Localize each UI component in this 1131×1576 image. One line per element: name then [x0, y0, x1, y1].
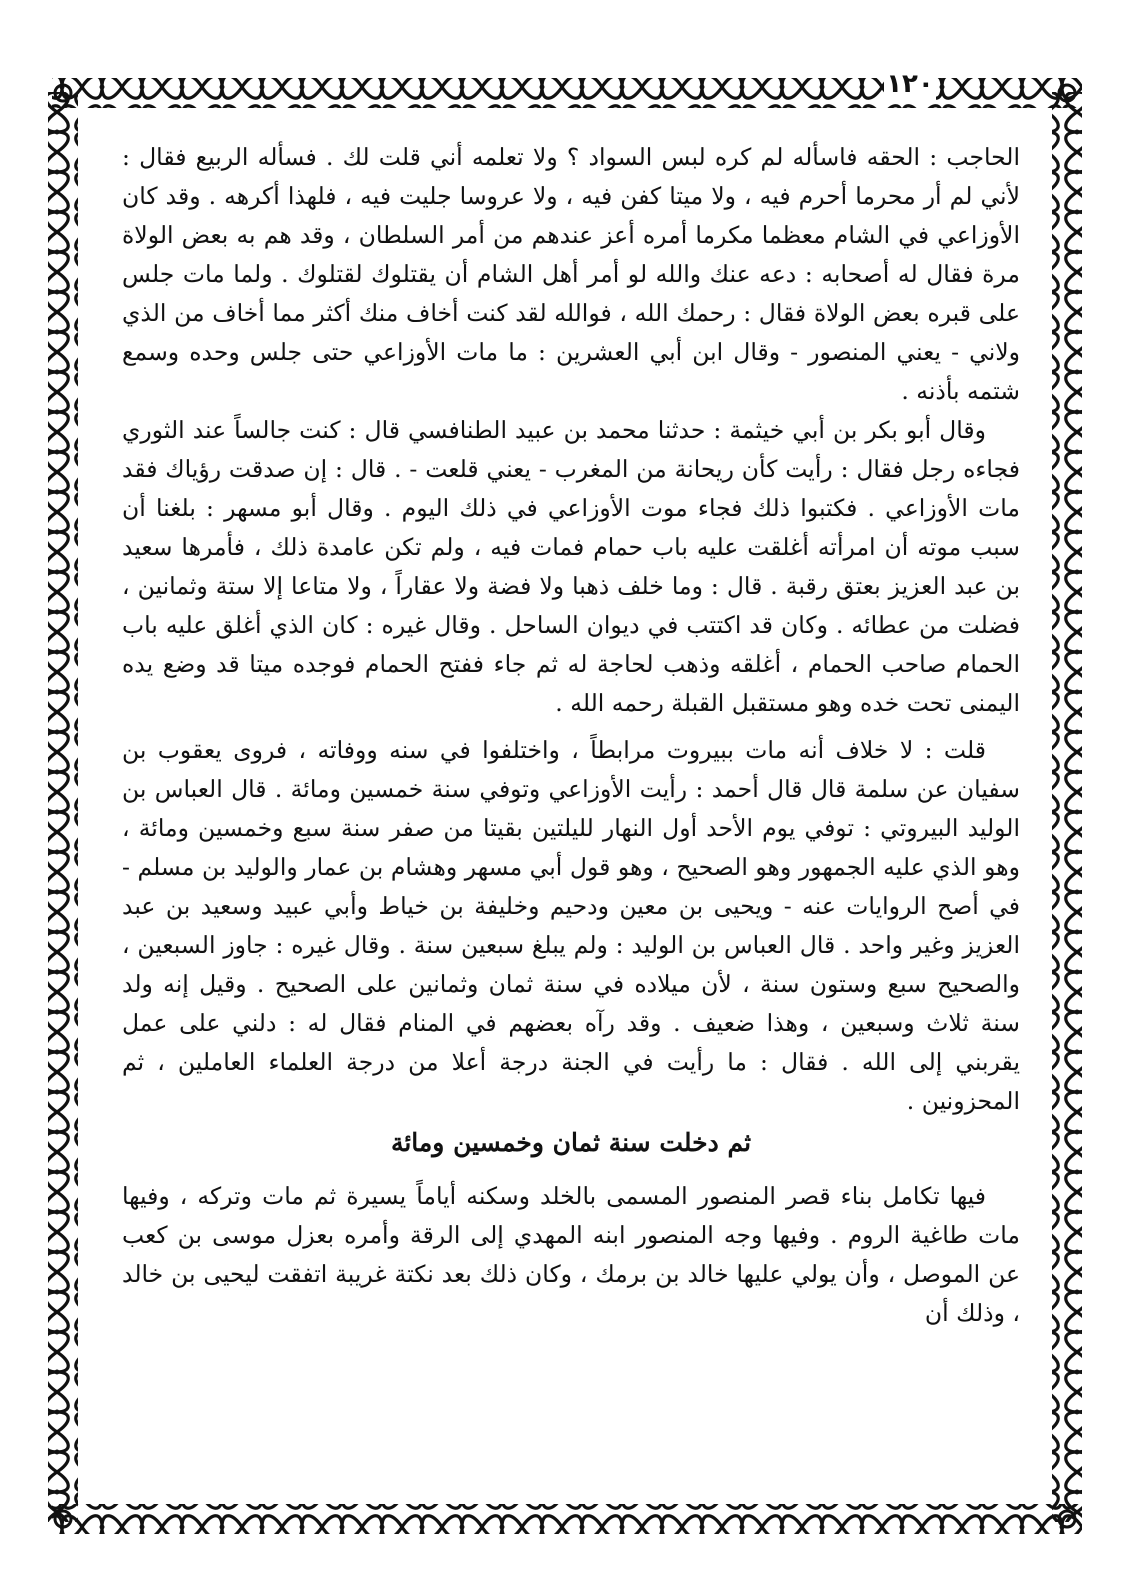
paragraph-4: فيها تكامل بناء قصر المنصور المسمى بالخلد وسكنه أياماً يسيرة ثم مات وتركه ، وفيها مات طاغية الروم . وفيها وجه المنصور ابنه المهدي إلى الرقة وأمره بعزل موسى بن كعب عن الموصل ، وأن يولي عليها خالد بن برمك ، وكان ذلك بعد نكتة غريبة اتفقت ليحيى بن خالد ، وذلك أن [122, 1182, 1020, 1327]
paragraph-1: الحاجب : الحقه فاسأله لم كره لبس السواد ؟ ولا تعلمه أني قلت لك . فسأله الربيع فقال : لأني لم أر محرما أحرم فيه ، ولا ميتا كفن فيه ، ولا عروسا جليت فيه ، فلهذا أكرهه . وقد كان الأوزاعي في الشام معظما مكرما أمره أعز عندهم من أمر السلطان ، وقد هم به بعض الولاة مرة فقال له أصحابه : دعه عنك والله لو أمر أهل الشام أن يقتلوك لقتلوك . ولما مات جلس على قبره بعض الولاة فقال : رحمك الله ، فوالله لقد كنت أخاف منك أكثر مما أخاف من الذي ولاني - يعني المنصور - وقال ابن أبي العشرين : ما مات الأوزاعي حتى جلس وحده وسمع شتمه بأذنه . [122, 143, 1020, 405]
page-body [122, 138, 1020, 1333]
paragraph-3: قلت : لا خلاف أنه مات ببيروت مرابطاً ، واختلفوا في سنه ووفاته ، فروى يعقوب بن سفيان عن سلمة قال قال أحمد : رأيت الأوزاعي وتوفي سنة خمسين ومائة . قال العباس بن الوليد البيروتي : توفي يوم الأحد أول النهار لليلتين بقيتا من صفر سنة سبع وخمسين ومائة ، وهو الذي عليه الجمهور وهو الصحيح ، وهو قول أبي مسهر وهشام بن عمار والوليد بن مسلم - في أصح الروايات عنه - ويحيى بن معين ودحيم وخليفة بن خياط وأبي عبيد وسعيد بن عبد العزيز وغير واحد . قال العباس بن الوليد : ولم يبلغ سبعين سنة . وقال غيره : جاوز السبعين ، والصحيح سبع وستون سنة ، لأن ميلاده في سنة ثمان وثمانين على الصحيح . وقيل إنه ولد سنة ثلاث وسبعين ، وهذا ضعيف . وقد رآه بعضهم في المنام فقال له : دلني على عمل يقربني إلى الله . فقال : ما رأيت في الجنة درجة أعلا من درجة العلماء العاملين ، ثم المحزونين . [122, 736, 1020, 1115]
page-number: ١٢٠ [884, 66, 936, 102]
paragraph-2: وقال أبو بكر بن أبي خيثمة : حدثنا محمد بن عبيد الطنافسي قال : كنت جالساً عند الثوري فجاءه رجل فقال : رأيت كأن ريحانة من المغرب - يعني قلعت - . قال : إن صدقت رؤياك فقد مات الأوزاعي . فكتبوا ذلك فجاء موت الأوزاعي في ذلك اليوم . وقال أبو مسهر : بلغنا أن سبب موته أن امرأته أغلقت عليه باب حمام فمات فيه ، ولم تكن عامدة ذلك ، فأمرها سعيد بن عبد العزيز بعتق رقبة . قال : وما خلف ذهبا ولا فضة ولا عقاراً ، ولا متاعا إلا ستة وثمانين ، فضلت من عطائه . وكان قد اكتتب في ديوان الساحل . وقال غيره : كان الذي أغلق عليه باب الحمام صاحب الحمام ، أغلقه وذهب لحاجة له ثم جاء ففتح الحمام فوجده ميتا قد وضع يده اليمنى تحت خده وهو مستقبل القبلة رحمه الله . [122, 416, 1020, 717]
section-heading: ثم دخلت سنة ثمان وخمسين ومائة [390, 1128, 752, 1157]
